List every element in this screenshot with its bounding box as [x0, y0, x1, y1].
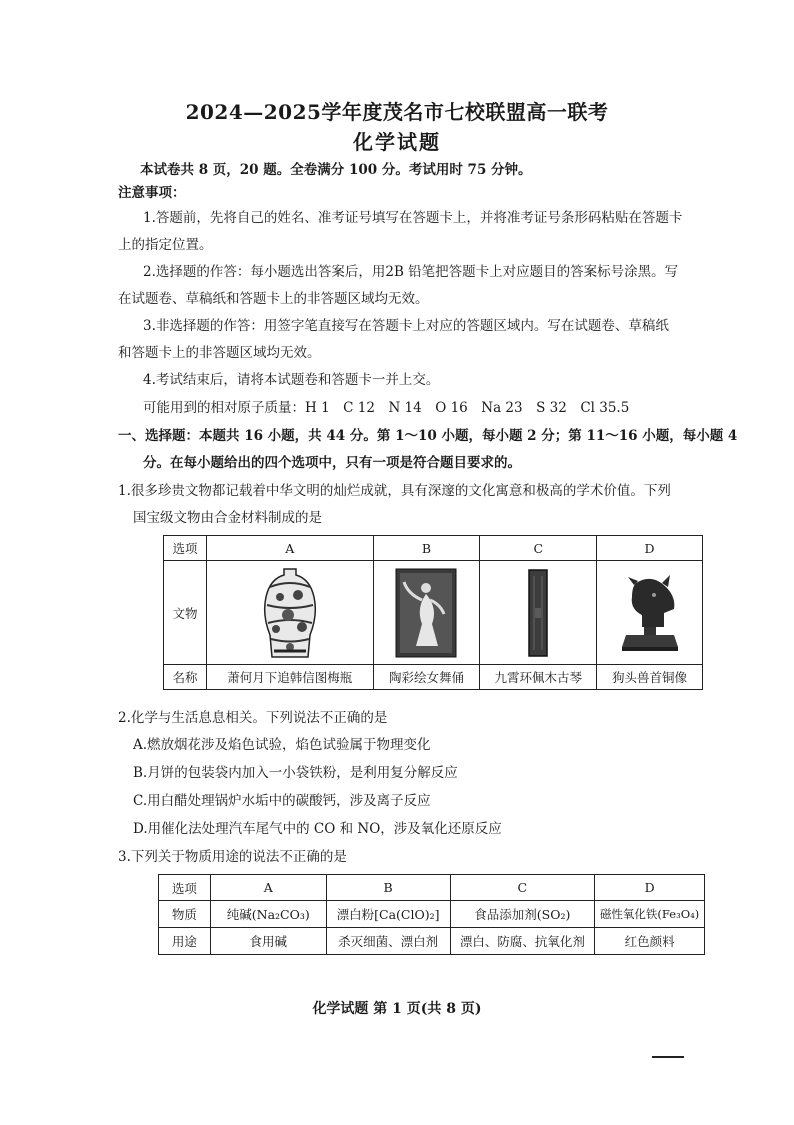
q1-stem-line-1: 1.很多珍贵文物都记载着中华文明的灿烂成就，具有深邃的文化寓意和极高的学术价值。下列: [118, 483, 671, 499]
dancer-figurine-image: [373, 561, 480, 665]
q1-table-header-row: [164, 536, 703, 561]
q1-stem-line-2: 国宝级文物由合金材料制成的是: [133, 510, 322, 526]
q3-table-header-row: [159, 875, 705, 901]
q3-substance-b: 漂白粉[Ca(ClO)₂]: [326, 901, 450, 928]
q3-substance-d: 磁性氧化铁(Fe₃O₄): [595, 901, 705, 928]
q2-stem: 2.化学与生活息息相关。下列说法不正确的是: [118, 710, 388, 726]
q1-option-c: C: [480, 536, 597, 561]
q1-table-name-row: [164, 665, 703, 690]
dog-head-bronze-image: [597, 561, 703, 665]
q3-use-row-label: 用途: [159, 928, 211, 955]
q3-table-use-row: [159, 928, 705, 955]
q3-option-d: D: [595, 875, 705, 901]
q3-substance-c: 食品添加剂(SO₂): [450, 901, 595, 928]
q1-table: [163, 535, 703, 690]
exam-intro: 本试卷共 8 页，20 题。全卷满分 100 分。考试用时 75 分钟。: [140, 162, 532, 178]
q3-header-label: 选项: [159, 875, 211, 901]
page-footer: 化学试题 第 1 页(共 8 页): [312, 1001, 482, 1017]
q1-name-row-label: 名称: [164, 665, 207, 690]
q2-option-c: C.用白醋处理锅炉水垢中的碳酸钙，涉及离子反应: [133, 793, 431, 809]
q3-substance-row-label: 物质: [159, 901, 211, 928]
atomic-masses: 可能用到的相对原子质量：H 1 C 12 N 14 O 16 Na 23 S 32 Cl 35.5: [143, 400, 630, 416]
note-3-line-1: 3.非选择题的作答：用签字笔直接写在答题卡上对应的答题区域内。写在试题卷、草稿纸: [143, 318, 669, 334]
q1-table-image-row: [164, 561, 703, 665]
q3-use-a: 食用碱: [210, 928, 326, 955]
q1-option-b: B: [373, 536, 480, 561]
section-1-line-1: 一、选择题：本题共 16 小题，共 44 分。第 1～10 小题，每小题 2 分；第 11～16 小题，每小题 4: [118, 428, 738, 444]
q3-use-d: 红色颜料: [595, 928, 705, 955]
q3-stem: 3.下列关于物质用途的说法不正确的是: [118, 849, 347, 865]
q2-option-a: A.燃放烟花涉及焰色试验，焰色试验属于物理变化: [133, 737, 431, 753]
q3-substance-a: 纯碱(Na₂CO₃): [210, 901, 326, 928]
note-4: 4.考试结束后，请将本试题卷和答题卡一并上交。: [143, 372, 440, 388]
q1-header-label: 选项: [164, 536, 207, 561]
notes-heading: 注意事项：: [118, 185, 186, 201]
q3-table-substance-row: [159, 901, 705, 928]
q1-image-row-label: 文物: [164, 561, 207, 665]
q3-option-c: C: [450, 875, 595, 901]
q3-use-b: 杀灭细菌、漂白剂: [326, 928, 450, 955]
guqin-picture: [527, 568, 549, 658]
q1-name-b: 陶彩绘女舞俑: [373, 665, 480, 690]
meiping-vase-image: [206, 561, 373, 665]
q3-option-b: B: [326, 875, 450, 901]
section-1-line-2: 分。在每小题给出的四个选项中，只有一项是符合题目要求的。: [143, 455, 521, 471]
q3-option-a: A: [210, 875, 326, 901]
note-2-line-1: 2.选择题的作答：每小题选出答案后，用2B 铅笔把答题卡上对应题目的答案标号涂黑。写: [143, 264, 679, 280]
q2-option-d: D.用催化法处理汽车尾气中的 CO 和 NO，涉及氧化还原反应: [133, 821, 502, 837]
exam-title: 2024—2025学年度茂名市七校联盟高一联考: [185, 100, 609, 124]
bronze-dog-head-picture: [620, 573, 680, 653]
q3-use-c: 漂白、防腐、抗氧化剂: [450, 928, 595, 955]
exam-subtitle: 化学试题: [353, 130, 441, 154]
q1-name-c: 九霄环佩木古琴: [480, 665, 597, 690]
page-corner-dash: [652, 1056, 684, 1058]
q1-name-d: 狗头兽首铜像: [597, 665, 703, 690]
q1-option-a: A: [206, 536, 373, 561]
q1-option-d: D: [597, 536, 703, 561]
q1-name-a: 萧何月下追韩信图梅瓶: [206, 665, 373, 690]
note-1-line-1: 1.答题前，先将自己的姓名、准考证号填写在答题卡上，并将准考证号条形码粘贴在答题卡: [143, 210, 683, 226]
note-1-line-2: 上的指定位置。: [118, 237, 213, 253]
note-3-line-2: 和答题卡上的非答题区域均无效。: [118, 345, 321, 361]
q3-table: [158, 874, 705, 955]
blue-white-vase-picture: [260, 565, 320, 661]
note-2-line-2: 在试题卷、草稿纸和答题卡上的非答题区域均无效。: [118, 291, 429, 307]
dancing-figurine-picture: [395, 568, 457, 658]
guqin-image: [480, 561, 597, 665]
q2-option-b: B.月饼的包装袋内加入一小袋铁粉，是利用复分解反应: [133, 765, 458, 781]
